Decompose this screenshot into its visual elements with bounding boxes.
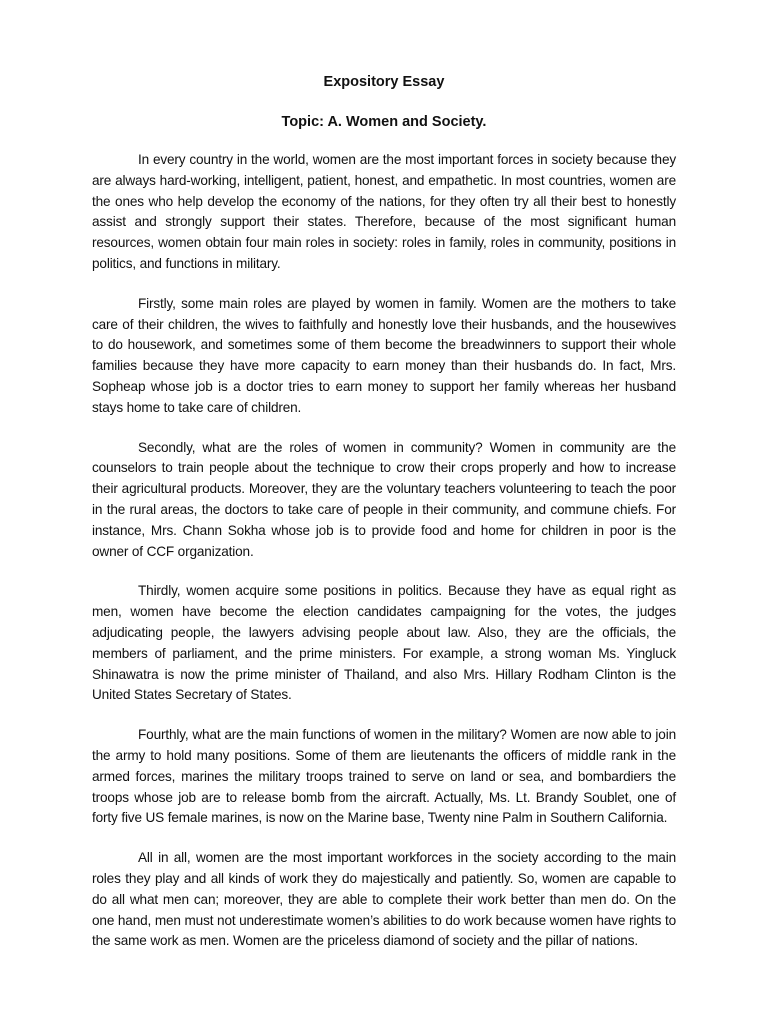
paragraph-military: Fourthly, what are the main functions of women in the military? Women are now able to join the army to hold many positions. Some of them are lieutenants the officers of middle rank in the armed forces, marines the military troops trained to serve on land or sea, and bombardiers the troops whose job are to release bomb from the aircraft. Actually, Ms. Lt. Brandy Soublet, one of forty five US female marines, is now on the Marine base, Twenty nine Palm in Southern California. (92, 727, 676, 826)
paragraph-community: Secondly, what are the roles of women in community? Women in community are the counselors to train people about the technique to crow their crops properly and how to increase their agricultural products. Moreover, they are the voluntary teachers volunteering to teach the poor in the rural areas, the doctors to take care of people in their community, and commune chiefs. For instance, Mrs. Chann Sokha whose job is to provide food and home for children in poor is the owner of CCF organization. (92, 439, 676, 559)
paragraph-politics: Thirdly, women acquire some positions in politics. Because they have as equal right as men, women have become the election candidates campaigning for the votes, the judges adjudicating people, the lawyers advising people about law. Also, they are the officials, the members of parliament, and the prime ministers. For example, a strong woman Ms. Yingluck Shinawatra is now the prime minister of Thailand, and also Mrs. Hillary Rodham Clinton is the United States Secretary of States. (92, 583, 676, 703)
paragraph-introduction: In every country in the world, women are the most important forces in society because they are always hard-working, intelligent, patient, honest, and empathetic. In most countries, women are the ones who help develop the economy of the nations, for they often try all their best to honestly assist and strongly support their states. Therefore, because of the most significant human resources, women obtain four main roles in society: roles in family, roles in community, positions in politics, and functions in military. (92, 152, 676, 271)
essay-title: Expository Essay (323, 74, 445, 90)
essay-topic: Topic: A. Women and Society. (281, 114, 487, 130)
essay-body (92, 72, 676, 952)
paragraph-conclusion: All in all, women are the most important workforces in the society according to the main roles they play and all kinds of work they do majestically and patiently. So, women are capable to do all what men can; moreover, they are able to complete their work better than men do. On the one hand, men must not underestimate women’s abilities to do work because women have rights to the same work as men. Women are the priceless diamond of society and the pillar of nations. (92, 850, 676, 949)
cut-off-text-line (92, 1016, 392, 1024)
paragraph-family: Firstly, some main roles are played by women in family. Women are the mothers to take care of their children, the wives to faithfully and honestly love their husbands, and the housewives to do housework, and sometimes some of them become the breadwinners to support their whole families because they have more capacity to earn money than their husbands do. In fact, Mrs. Sopheap whose job is a doctor tries to earn money to support her family whereas her husband stays home to take care of children. (92, 295, 676, 415)
